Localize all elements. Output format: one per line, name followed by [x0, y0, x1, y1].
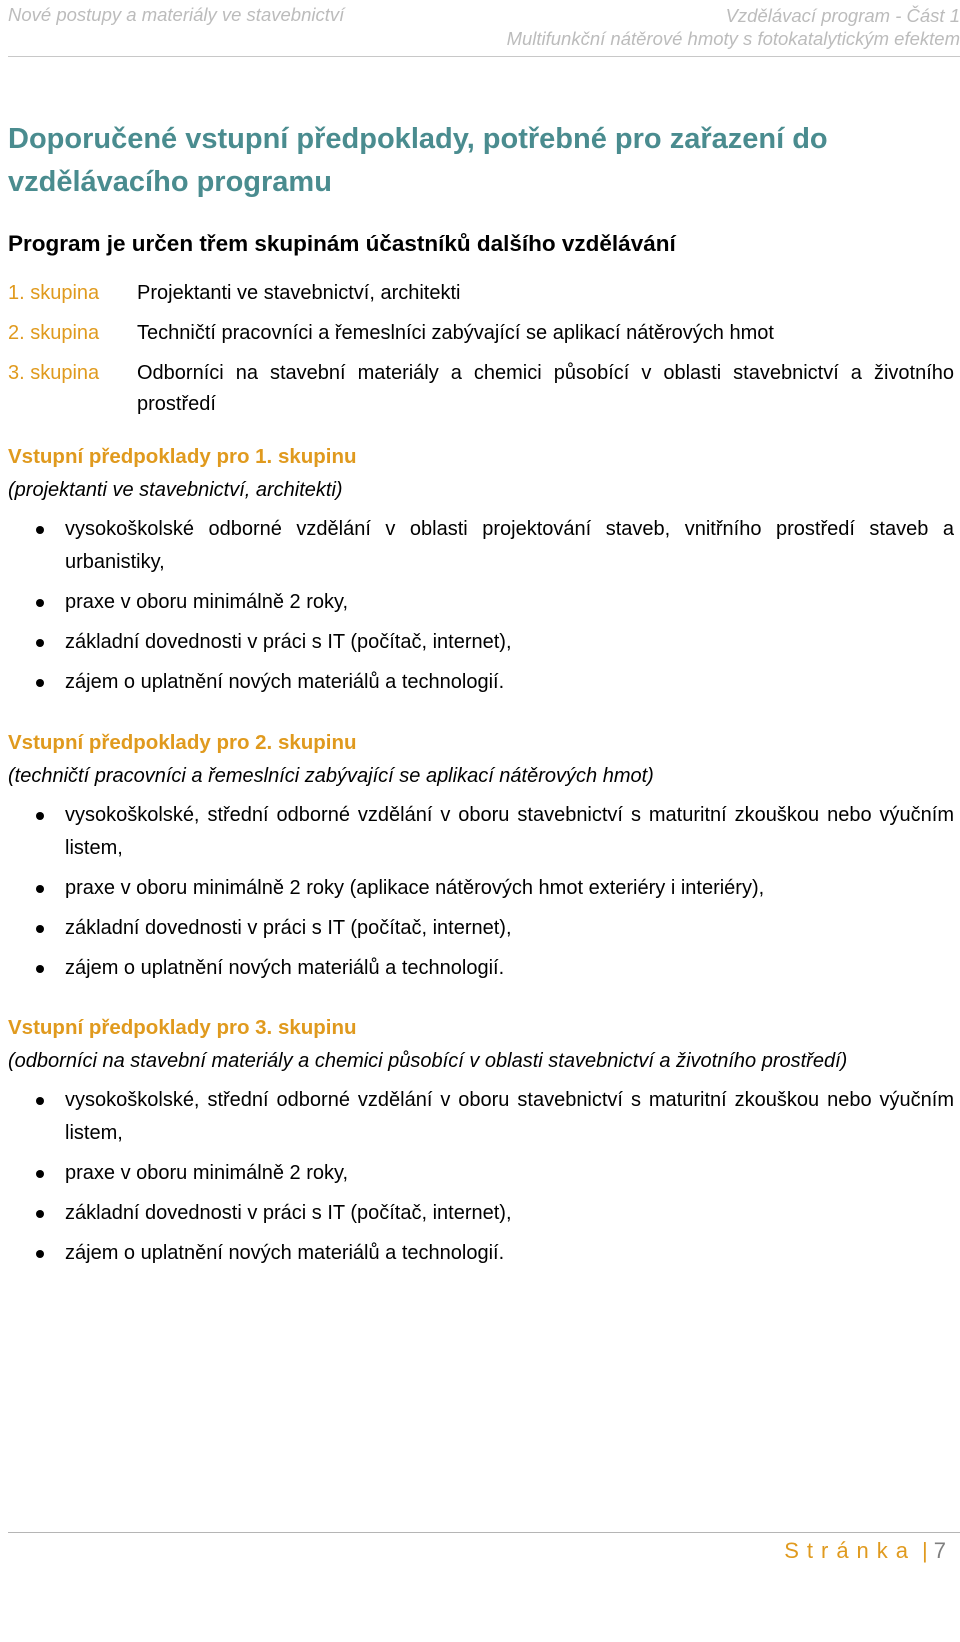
list-item-text: zájem o uplatnění nových materiálů a technologií.	[65, 671, 505, 693]
group-row	[8, 358, 954, 420]
requirements-list	[8, 1084, 954, 1270]
group-description: Odborníci na stavební materiály a chemici působící v oblasti stavebnictví a životního prostředí	[137, 362, 954, 415]
header-left-text: Nové postupy a materiály ve stavebnictví	[8, 4, 345, 25]
bullet-icon	[36, 599, 44, 607]
list-item-text: základní dovednosti v práci s IT (počítač, internet),	[65, 1202, 512, 1224]
section-subtitle: (projektanti ve stavebnictví, architekti)	[8, 479, 343, 501]
list-item	[8, 513, 954, 579]
footer-label: Stránka	[784, 1538, 917, 1563]
section-subtitle: (techničtí pracovníci a řemeslníci zabývající se aplikací nátěrových hmot)	[8, 765, 654, 787]
list-item	[8, 872, 954, 905]
section-subtitle: (odborníci na stavební materiály a chemici působící v oblasti stavebnictví a životního prostředí)	[8, 1050, 848, 1072]
page-footer	[784, 1538, 946, 1564]
requirements-list	[8, 799, 954, 985]
section-group-3	[8, 1012, 954, 1277]
list-item-text: praxe v oboru minimálně 2 roky,	[65, 1162, 349, 1184]
list-item-text: základní dovednosti v práci s IT (počítač, internet),	[65, 631, 512, 653]
group-row	[8, 278, 954, 309]
group-row	[8, 318, 954, 349]
group-description: Projektanti ve stavebnictví, architekti	[137, 282, 461, 304]
bullet-icon	[36, 812, 44, 820]
list-item	[8, 799, 954, 865]
bullet-icon	[36, 639, 44, 647]
group-label: 2. skupina	[8, 322, 100, 344]
list-item-text: praxe v oboru minimálně 2 roky,	[65, 591, 349, 613]
footer-divider	[8, 1532, 960, 1533]
list-item	[8, 586, 954, 619]
section-group-2	[8, 727, 954, 992]
page-title: Doporučené vstupní předpoklady, potřebné pro zařazení do vzdělávacího programu	[8, 123, 828, 198]
bullet-icon	[36, 925, 44, 933]
list-item-text: základní dovednosti v práci s IT (počítač, internet),	[65, 917, 512, 939]
section-title: Vstupní předpoklady pro 1. skupinu	[8, 445, 357, 468]
header-divider	[8, 56, 960, 57]
group-label: 1. skupina	[8, 282, 100, 304]
header-right-line1: Vzdělávací program - Část 1	[725, 5, 960, 26]
page-header	[8, 4, 960, 54]
list-item-text: praxe v oboru minimálně 2 roky (aplikace nátěrových hmot exteriéry i interiéry),	[65, 877, 765, 899]
list-item-text: zájem o uplatnění nových materiálů a technologií.	[65, 957, 505, 979]
list-item-text: zájem o uplatnění nových materiálů a technologií.	[65, 1242, 505, 1264]
group-description: Techničtí pracovníci a řemeslníci zabývající se aplikací nátěrových hmot	[137, 322, 774, 344]
list-item-text: vysokoškolské, střední odborné vzdělání v oboru stavebnictví s maturitní zkouškou nebo výučním listem,	[65, 804, 954, 859]
list-item	[8, 1197, 954, 1230]
bullet-icon	[36, 1170, 44, 1178]
groups-table	[8, 278, 954, 429]
bullet-icon	[36, 1097, 44, 1105]
bullet-icon	[36, 1210, 44, 1218]
bullet-icon	[36, 1250, 44, 1258]
footer-separator: |	[922, 1538, 928, 1563]
section-title: Vstupní předpoklady pro 2. skupinu	[8, 731, 357, 754]
header-right	[507, 4, 960, 50]
section-group-1	[8, 441, 954, 706]
bullet-icon	[36, 526, 44, 534]
group-label: 3. skupina	[8, 362, 100, 384]
bullet-icon	[36, 965, 44, 973]
list-item	[8, 952, 954, 985]
list-item-text: vysokoškolské, střední odborné vzdělání v oboru stavebnictví s maturitní zkouškou nebo výučním listem,	[65, 1089, 954, 1144]
requirements-list	[8, 513, 954, 699]
list-item	[8, 1084, 954, 1150]
bullet-icon	[36, 679, 44, 687]
bullet-icon	[36, 885, 44, 893]
header-right-line2: Multifunkční nátěrové hmoty s fotokatalytickým efektem	[506, 28, 960, 49]
page-subtitle: Program je určen třem skupinám účastníků dalšího vzdělávání	[8, 231, 676, 256]
page-number: 7	[933, 1538, 946, 1563]
list-item	[8, 912, 954, 945]
list-item	[8, 1157, 954, 1190]
section-title: Vstupní předpoklady pro 3. skupinu	[8, 1016, 357, 1039]
list-item	[8, 1237, 954, 1270]
list-item-text: vysokoškolské odborné vzdělání v oblasti projektování staveb, vnitřního prostředí staveb a urbanistiky,	[65, 518, 954, 573]
list-item	[8, 666, 954, 699]
list-item	[8, 626, 954, 659]
